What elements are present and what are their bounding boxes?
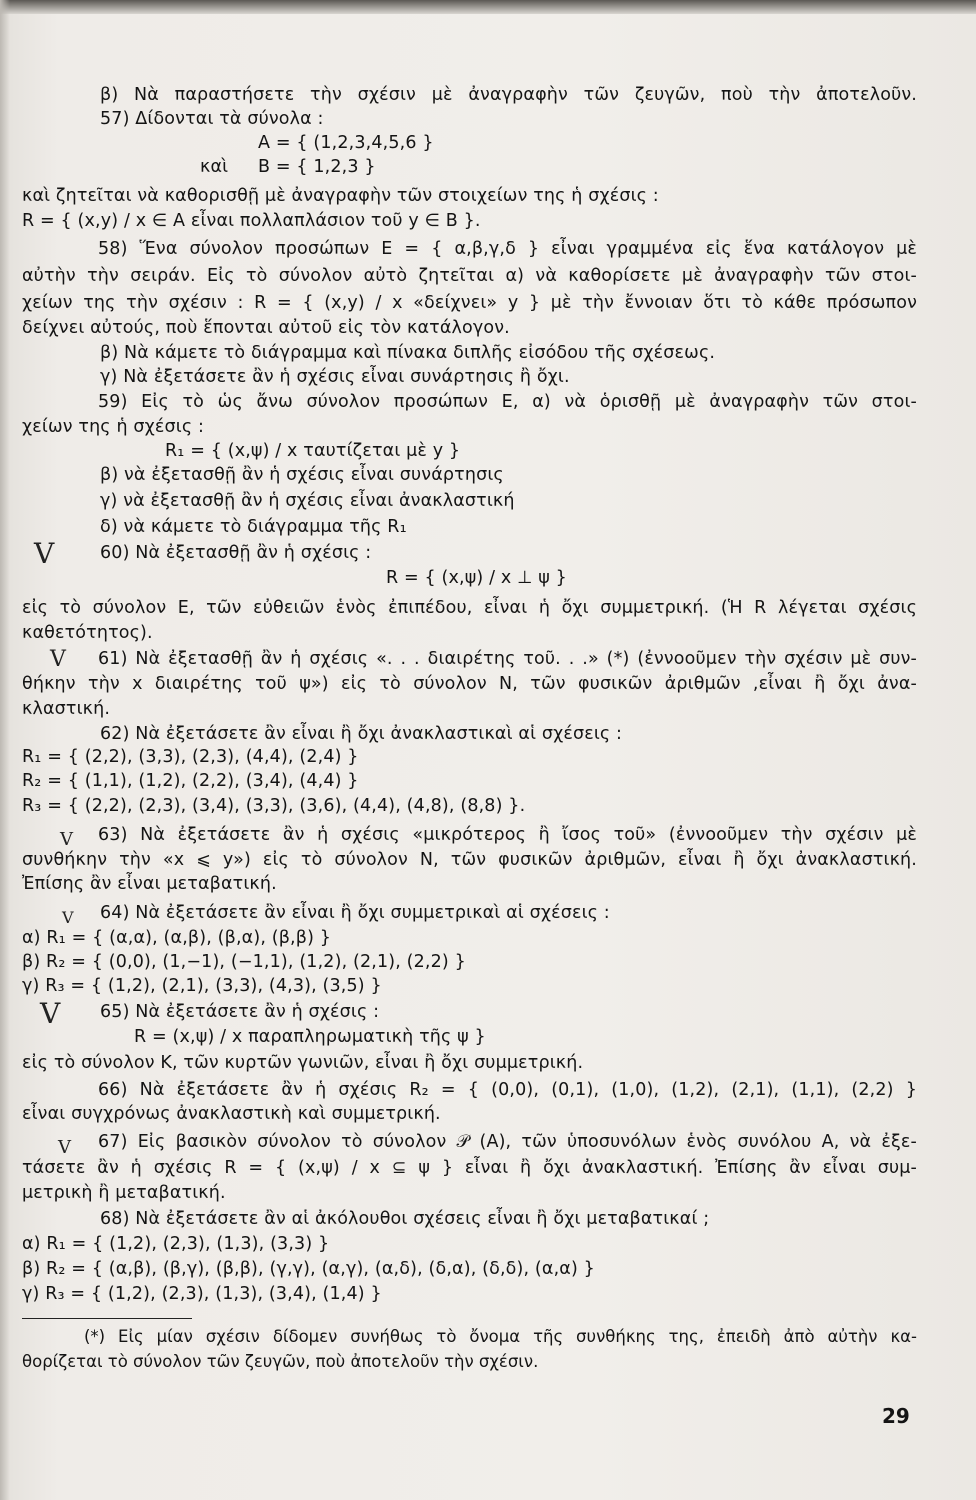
relation-64a: α) R₁ = { (α,α), (α,β), (β,α), (β,β) } (22, 928, 332, 948)
relation-68a: α) R₁ = { (1,2), (2,3), (1,3), (3,3) } (22, 1234, 330, 1254)
footnote-rule (22, 1318, 192, 1319)
relation-r1: R₁ = { (2,2), (3,3), (2,3), (4,4), (2,4) } (22, 747, 359, 767)
relation-64b: β) R₂ = { (0,0), (1,−1), (−1,1), (1,2), (2,1), (2,2) } (22, 952, 466, 972)
scan-edge-top (0, 0, 976, 14)
handwritten-check-mark: V (50, 647, 66, 672)
text-line: θήκην τὴν x διαιρέτης τοῦ ψ») εἰς τὸ σύνολον N, τῶν φυσικῶν ἀριθμῶν ,εἶναι ἢ ὄχι ἀνα- (22, 674, 917, 694)
handwritten-check-mark: V (40, 997, 61, 1030)
text-line: Ἐπίσης ἂν εἶναι μεταβατική. (22, 874, 277, 894)
relation-r3: R₃ = { (2,2), (2,3), (3,4), (3,3), (3,6), (4,4), (4,8), (8,8) }. (22, 796, 526, 816)
relation-r1-definition: R₁ = { (x,ψ) / x ταυτίζεται μὲ y } (165, 441, 461, 461)
text-line: τάσετε ἂν ἡ σχέσις R = { (x,ψ) / x ⊆ ψ } εἶναι ἢ ὄχι ἀνακλαστική. Ἐπίσης ἂν εἶναι συμ- (22, 1158, 917, 1178)
text-line: εἶναι συγχρόνως ἀνακλαστικὴ καὶ συμμετρική. (22, 1104, 441, 1124)
exercise-65-heading: 65) Νὰ ἐξετάσετε ἂν ἡ σχέσις : (100, 1002, 380, 1022)
relation-68c: γ) R₃ = { (1,2), (2,3), (1,3), (3,4), (1,4) } (22, 1284, 382, 1304)
text-line: εἰς τὸ σύνολον K, τῶν κυρτῶν γωνιῶν, εἶναι ἢ ὄχι συμμετρική. (22, 1053, 584, 1073)
text-line: καθετότητος). (22, 623, 153, 643)
exercise-64-heading: 64) Νὰ ἐξετάσετε ἂν εἶναι ἢ ὄχι συμμετρικαὶ αἱ σχέσεις : (100, 903, 610, 923)
text-line: δ) νὰ κάμετε τὸ διάγραμμα τῆς R₁ (100, 517, 407, 537)
footnote-line: (*) Εἰς μίαν σχέσιν δίδομεν συνήθως τὸ ὄνομα τῆς συνθήκης της, ἐπειδὴ ἀπὸ αὐτὴν κα- (84, 1327, 917, 1346)
text-line: αὐτὴν τὴν σειράν. Εἰς τὸ σύνολον αὐτὸ ζητεῖται α) νὰ καθορίσετε μὲ ἀναγραφὴν τῶν στοι- (22, 266, 917, 286)
exercise-67-heading: 67) Εἰς βασικὸν σύνολον τὸ σύνολον 𝒫 (A), τῶν ὑποσυνόλων ἑνὸς συνόλου A, νὰ ἐξε- (98, 1132, 917, 1152)
text-line: γ) Νὰ ἐξετάσετε ἂν ἡ σχέσις εἶναι συνάρτησις ἢ ὄχι. (100, 367, 570, 387)
handwritten-check-mark: V (58, 1137, 71, 1158)
relation-64c: γ) R₃ = { (1,2), (2,1), (3,3), (4,3), (3,5) } (22, 976, 382, 996)
text-line: καὶ ζητεῖται νὰ καθορισθῇ μὲ ἀναγραφὴν τῶν στοιχείων της ἡ σχέσις : (22, 186, 659, 206)
text-line: μετρικὴ ἢ μεταβατική. (22, 1183, 226, 1203)
text-line: εἰς τὸ σύνολον E, τῶν εὐθειῶν ἑνὸς ἐπιπέδου, εἶναι ἡ ὄχι συμμετρική. (Ἡ R λέγεται σχέσις (22, 598, 917, 618)
set-b-definition: B = { 1,2,3 } (258, 157, 376, 177)
relation-68b: β) R₂ = { (α,β), (β,γ), (β,β), (γ,γ), (α,γ), (α,δ), (δ,α), (δ,δ), (α,α) } (22, 1259, 595, 1279)
relation-supplementary: R = (x,ψ) / x παραπληρωματικὴ τῆς ψ } (134, 1027, 486, 1047)
exercise-63-heading: 63) Νὰ ἐξετάσετε ἂν ἡ σχέσις «μικρότερος ἢ ἴσος τοῦ» (ἐννοοῦμεν τὴν σχέσιν μὲ (98, 825, 917, 845)
text-line: δείχνει αὐτούς, ποὺ ἕπονται αὐτοῦ εἰς τὸν κατάλογον. (22, 318, 510, 338)
relation-definition: R = { (x,y) / x ∈ A εἶναι πολλαπλάσιον τοῦ y ∈ B }. (22, 211, 481, 231)
text-line: γ) νὰ ἐξετασθῇ ἂν ἡ σχέσις εἶναι ἀνακλαστική (100, 491, 515, 511)
exercise-66-heading: 66) Νὰ ἐξετάσετε ἂν ἡ σχέσις R₂ = { (0,0), (0,1), (1,0), (1,2), (2,1), (1,1), (2,2) } (98, 1080, 917, 1100)
text-line: χείων της ἡ σχέσις : (22, 417, 204, 437)
relation-r2: R₂ = { (1,1), (1,2), (2,2), (3,4), (4,4) } (22, 771, 359, 791)
exercise-58-heading: 58) Ἕνα σύνολον προσώπων E = { α,β,γ,δ } εἶναι γραμμένα εἰς ἕνα κατάλογον μὲ (98, 239, 917, 259)
exercise-60-heading: 60) Νὰ ἐξετασθῇ ἂν ἡ σχέσις : (100, 543, 372, 563)
exercise-68-heading: 68) Νὰ ἐξετάσετε ἂν αἱ ἀκόλουθοι σχέσεις εἶναι ἢ ὄχι μεταβατικαί ; (100, 1209, 710, 1229)
set-a-definition: A = { (1,2,3,4,5,6 } (258, 133, 434, 153)
exercise-61-heading: 61) Νὰ ἐξετασθῇ ἂν ἡ σχέσις «. . . διαιρέτης τοῦ. . .» (*) (ἐννοοῦμεν τὴν σχέσιν μὲ συν- (98, 649, 917, 669)
text-line: β) Νὰ κάμετε τὸ διάγραμμα καὶ πίνακα διπλῆς εἰσόδου τῆς σχέσεως. (100, 343, 716, 363)
page-number: 29 (882, 1404, 910, 1428)
text-line: συνθήκην τὴν «x ⩽ y») εἰς τὸ σύνολον N, τῶν φυσικῶν ἀριθμῶν, εἶναι ἢ ὄχι ἀνακλαστική. (22, 850, 917, 870)
text-line: β) Νὰ παραστήσετε τὴν σχέσιν μὲ ἀναγραφὴν τῶν ζευγῶν, ποὺ τὴν ἀποτελοῦν. (100, 85, 917, 105)
text-line: χείων της τὴν σχέσιν : R = { (x,y) / x «δείχνει» y } μὲ τὴν ἔννοιαν ὅτι τὸ κάθε πρόσωπον (22, 293, 917, 313)
scan-edge-left (0, 0, 10, 1500)
exercise-59-heading: 59) Εἰς τὸ ὡς ἄνω σύνολον προσώπων E, α) νὰ ὁρισθῇ μὲ ἀναγραφὴν τῶν στοι- (98, 392, 917, 412)
text-line: κλαστική. (22, 699, 111, 719)
conjunction-kai: καὶ (200, 157, 229, 177)
handwritten-check-mark: V (62, 908, 74, 927)
handwritten-check-mark: V (60, 829, 73, 850)
exercise-62-heading: 62) Νὰ ἐξετάσετε ἂν εἶναι ἢ ὄχι ἀνακλαστικαὶ αἱ σχέσεις : (100, 724, 623, 744)
exercise-57-heading: 57) Δίδονται τὰ σύνολα : (100, 109, 324, 129)
footnote-line: θορίζεται τὸ σύνολον τῶν ζευγῶν, ποὺ ἀποτελοῦν τὴν σχέσιν. (22, 1352, 539, 1371)
text-line: β) νὰ ἐξετασθῇ ἂν ἡ σχέσις εἶναι συνάρτησις (100, 465, 504, 485)
handwritten-check-mark: V (34, 537, 55, 570)
relation-perpendicular: R = { (x,ψ) / x ⊥ ψ } (386, 568, 567, 588)
